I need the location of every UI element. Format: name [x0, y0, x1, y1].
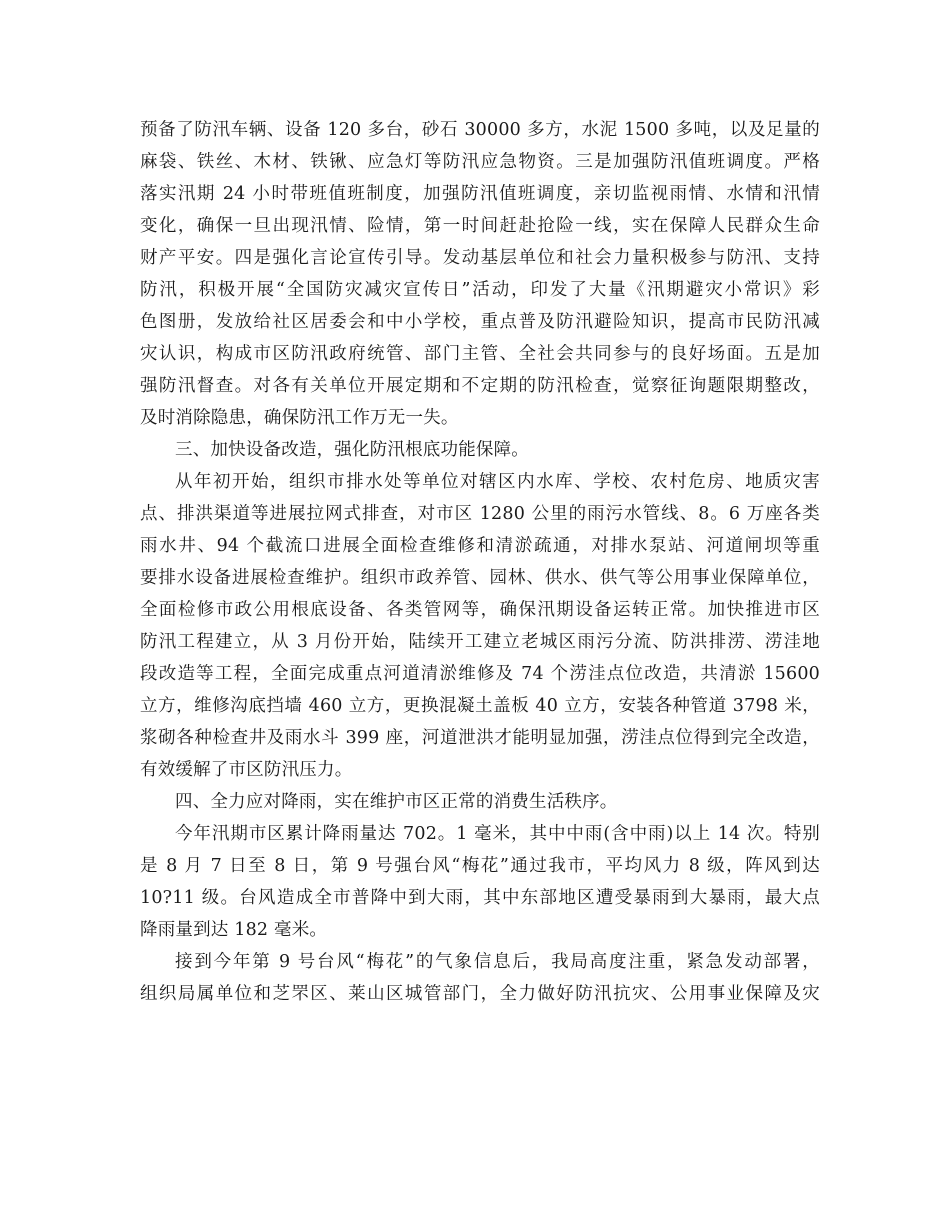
- text-line: 有效缓解了市区防汛压力。: [140, 760, 353, 780]
- text-line: 预备了防汛车辆、设备 120 多台，砂石 30000 多方，水泥 1500 多吨，以及足量的: [140, 120, 820, 140]
- text-line: 降雨量到达 182 毫米。: [140, 920, 328, 940]
- text-line: 立方，维修沟底挡墙 460 立方，更换混凝土盖板 40 立方，安装各种管道 3798 米，: [140, 696, 820, 716]
- text-line: 强防汛督查。对各有关单位开展定期和不定期的防汛检查，觉察征询题限期整改，: [140, 376, 820, 396]
- text-line: 雨水井、94 个截流口进展全面检查维修和清淤疏通，对排水泵站、河道闸坝等重: [140, 536, 820, 556]
- text-line: 10?11 级。台风造成全市普降中到大雨，其中东部地区遭受暴雨到大暴雨，最大点: [140, 888, 820, 908]
- text-line: 今年汛期市区累计降雨量达 702。1 毫米，其中中雨(含中雨)以上 14 次。特别: [175, 824, 820, 844]
- text-line: 落实汛期 24 小时带班值班制度，加强防汛值班调度，亲切监视雨情、水情和汛情: [140, 184, 820, 204]
- text-line: 色图册，发放给社区居委会和中小学校，重点普及防汛避险知识，提高市民防汛减: [140, 312, 820, 332]
- text-line: 要排水设备进展检查维护。组织市政养管、园林、供水、供气等公用事业保障单位，: [140, 568, 820, 588]
- section-heading: 四、全力应对降雨，实在维护市区正常的消费生活秩序。: [175, 792, 618, 812]
- text-line: 浆砌各种检查井及雨水斗 399 座，河道泄洪才能明显加强，涝洼点位得到完全改造，: [140, 728, 820, 748]
- text-line: 及时消除隐患，确保防汛工作万无一失。: [140, 408, 459, 428]
- text-line: 防汛工程建立，从 3 月份开始，陆续开工建立老城区雨污分流、防洪排涝、涝洼地: [140, 632, 820, 652]
- text-line: 是 8 月 7 日至 8 日，第 9 号强台风“梅花”通过我市，平均风力 8 级，阵风到达: [140, 856, 820, 876]
- text-line: 段改造等工程，全面完成重点河道清淤维修及 74 个涝洼点位改造，共清淤 15600: [140, 664, 820, 684]
- text-line: 全面检修市政公用根底设备、各类管网等，确保汛期设备运转正常。加快推进市区: [140, 600, 820, 620]
- text-line: 防汛，积极开展“全国防灾减灾宣传日”活动，印发了大量《汛期避灾小常识》彩: [140, 280, 820, 300]
- text-line: 点、排洪渠道等进展拉网式排查，对市区 1280 公里的雨污水管线、8。6 万座各类: [140, 504, 820, 524]
- text-line: 灾认识，构成市区防汛政府统管、部门主管、全社会共同参与的良好场面。五是加: [140, 344, 820, 364]
- text-line: 麻袋、铁丝、木材、铁锹、应急灯等防汛应急物资。三是加强防汛值班调度。严格: [140, 152, 820, 172]
- text-line: 组织局属单位和芝罘区、莱山区城管部门，全力做好防汛抗灾、公用事业保障及灾: [140, 984, 820, 1004]
- text-line: 财产平安。四是强化言论宣传引导。发动基层单位和社会力量积极参与防汛、支持: [140, 248, 820, 268]
- text-line: 变化，确保一旦出现汛情、险情，第一时间赶赴抢险一线，实在保障人民群众生命: [140, 216, 820, 236]
- text-line: 接到今年第 9 号台风“梅花”的气象信息后，我局高度注重，紧急发动部署，: [175, 952, 820, 972]
- section-heading: 三、加快设备改造，强化防汛根底功能保障。: [175, 440, 529, 460]
- text-line: 从年初开始，组织市排水处等单位对辖区内水库、学校、农村危房、地质灾害: [175, 472, 820, 492]
